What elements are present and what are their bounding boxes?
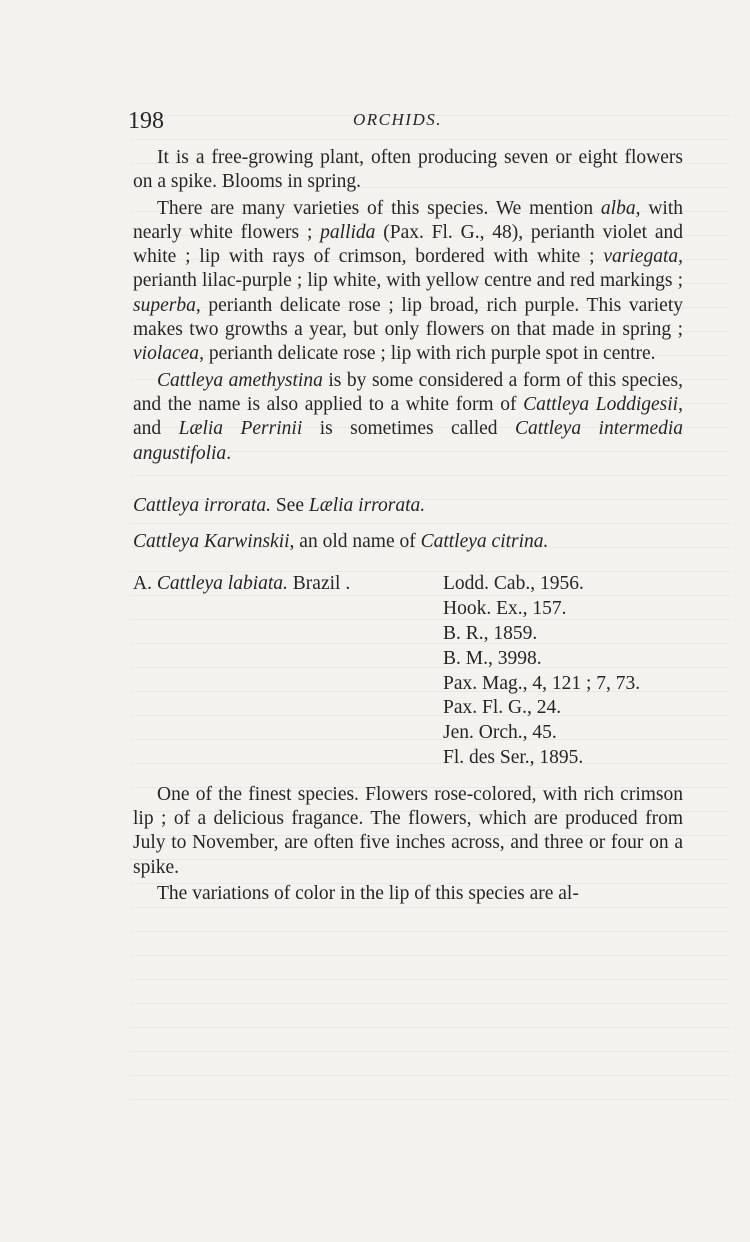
text-span: is sometimes called — [302, 418, 516, 440]
entry-irrorata — [133, 494, 683, 518]
paragraph: The variations of color in the lip of this species are al- — [157, 883, 579, 905]
text-span: See — [270, 494, 309, 516]
species-heading — [133, 572, 443, 770]
species-name: Cattleya Loddigesii — [523, 393, 679, 415]
reference-item: Lodd. Cab., 1956. — [443, 573, 584, 595]
text-span: A. — [133, 573, 157, 595]
species-origin: Brazil . — [287, 573, 351, 595]
text-span: , perianth lilac-purple ; lip white, with yellow centre and red markings ; — [133, 246, 683, 292]
body-text — [133, 146, 683, 906]
variety-name: pallida — [320, 221, 376, 243]
paragraph-amethystina — [133, 369, 683, 466]
reference-item: B. R., 1859. — [443, 623, 538, 645]
reference-item: Pax. Mag., 4, 121 ; 7, 73. — [443, 672, 641, 694]
text-span: , with nearly white flowers ; — [133, 197, 683, 243]
entry-labiata — [133, 572, 683, 770]
species-name: Cattleya irrorata. — [133, 494, 271, 516]
text-span: , perianth delicate rose ; lip with rich purple spot in centre. — [199, 343, 656, 365]
text-span: . — [226, 442, 232, 464]
section-gap — [133, 468, 683, 494]
text-span: , perianth delicate rose ; lip broad, rich purple. This variety makes two growths a year, but only flowers on that made in spring ; — [133, 294, 683, 341]
running-head: ORCHIDS. — [353, 110, 442, 129]
variety-name: alba — [600, 197, 636, 219]
reference-item: Fl. des Ser., 1895. — [443, 747, 584, 769]
text-span: , and — [133, 393, 683, 440]
reference-item: Pax. Fl. G., 24. — [443, 697, 562, 719]
reference-list — [443, 572, 640, 770]
species-name: Lælia Perrinii — [178, 418, 303, 440]
reference-item: Jen. Orch., 45. — [443, 722, 557, 744]
variety-name: superba — [133, 294, 196, 316]
text-span: (Pax. Fl. G., 48), perianth violet and white ; lip with rays of crimson, bordered with white ; — [133, 221, 683, 268]
reference-item: Hook. Ex., 157. — [443, 598, 567, 620]
paragraph-varieties — [133, 197, 683, 367]
text-span: is by some considered a form of this species, and the name is also applied to a white form of — [133, 369, 683, 415]
paragraph: It is a free-growing plant, often producing seven or eight flowers on a spike. Blooms in spring. — [133, 147, 683, 193]
paragraph: One of the finest species. Flowers rose-colored, with rich crimson lip ; of a delicious fragance. The flowers, which are produced from July to November, are often five inches across, and three or four on a spike. — [133, 783, 683, 878]
variety-name: violacea — [133, 343, 200, 365]
variety-name: variegata — [603, 246, 679, 268]
species-name: Lælia irrorata. — [308, 494, 426, 516]
species-name: Cattleya Karwinskii — [133, 531, 290, 553]
species-name: Cattleya amethystina — [157, 369, 323, 391]
text-span: , an old name of — [289, 531, 421, 553]
page-header — [128, 108, 688, 138]
species-name: Cattleya labiata. — [156, 573, 288, 595]
labiata-description — [133, 783, 683, 906]
entry-karwinskii — [133, 530, 683, 554]
species-name: Cattleya intermedia angustifolia — [133, 418, 684, 464]
species-name: Cattleya citrina. — [420, 531, 549, 553]
reference-item: B. M., 3998. — [443, 647, 542, 669]
page-number: 198 — [128, 108, 164, 134]
text-span: There are many varieties of this species. We mention — [157, 197, 601, 219]
